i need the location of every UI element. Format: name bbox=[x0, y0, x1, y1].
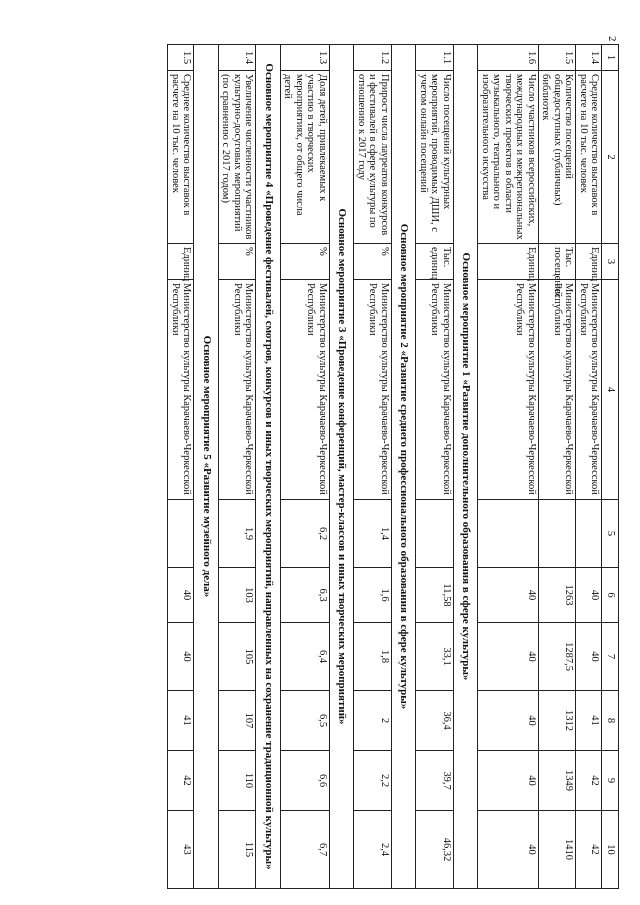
table-cell: 1410 bbox=[539, 811, 577, 889]
table-row bbox=[354, 45, 392, 889]
table-cell: 1,4 bbox=[354, 500, 392, 568]
table-cell: 1349 bbox=[539, 751, 577, 811]
column-number: 1 bbox=[602, 45, 619, 71]
section-heading: Основное мероприятие 5 «Развитие музейного дела» bbox=[194, 45, 219, 889]
section-heading-row bbox=[194, 45, 219, 889]
table-row bbox=[416, 45, 454, 889]
column-number: 10 bbox=[602, 811, 619, 889]
column-number: 4 bbox=[602, 280, 619, 500]
table-cell: Единиц bbox=[576, 244, 602, 280]
table-cell: Тыс. посещений bbox=[539, 244, 577, 280]
table-row bbox=[219, 45, 257, 889]
table-cell: 41 bbox=[168, 691, 194, 751]
table-cell: 1263 bbox=[539, 568, 577, 623]
table-cell: 107 bbox=[219, 691, 257, 751]
table-cell: 1.5 bbox=[168, 45, 194, 71]
table-cell: 6,2 bbox=[281, 500, 330, 568]
column-number: 5 bbox=[602, 500, 619, 568]
table-cell: 2,4 bbox=[354, 811, 392, 889]
section-heading-row bbox=[256, 45, 281, 889]
indicators-table bbox=[168, 44, 620, 889]
table-cell bbox=[416, 500, 454, 568]
table-cell: Среднее количество выставок в расчете на 10 тыс. человек bbox=[576, 71, 602, 244]
section-heading: Основное мероприятие 1 «Развитие дополнительного образования в сфере культуры» bbox=[454, 45, 479, 889]
section-heading-row bbox=[454, 45, 479, 889]
table-cell: 6,6 bbox=[281, 751, 330, 811]
table-cell: 40 bbox=[478, 751, 539, 811]
table-cell: Министерство культуры Карачаево-Черкесской Республики bbox=[219, 280, 257, 500]
table-cell: 115 bbox=[219, 811, 257, 889]
table-cell bbox=[576, 500, 602, 568]
table-cell: 1.1 bbox=[416, 45, 454, 71]
table-row bbox=[281, 45, 330, 889]
table-cell: 6,7 bbox=[281, 811, 330, 889]
column-number: 6 bbox=[602, 568, 619, 623]
table-cell: 105 bbox=[219, 623, 257, 691]
table-cell: Единиц bbox=[168, 244, 194, 280]
table-cell: 103 bbox=[219, 568, 257, 623]
table-cell: Увеличение численности участников культурно-досуговых мероприятий (по сравнению с 2017 годом) bbox=[219, 71, 257, 244]
table-cell: 40 bbox=[168, 568, 194, 623]
table-cell: 1,8 bbox=[354, 623, 392, 691]
table-cell: 40 bbox=[478, 811, 539, 889]
table-cell: Прирост числа лауреатов конкурсов и фестивалей в сфере культуры по отношению к 2017 году bbox=[354, 71, 392, 244]
table-cell: 40 bbox=[478, 691, 539, 751]
table-cell: 1,9 bbox=[219, 500, 257, 568]
document-sheet bbox=[58, 44, 619, 888]
table-cell bbox=[539, 500, 577, 568]
page-number: 2 bbox=[606, 36, 618, 42]
table-cell: 42 bbox=[168, 751, 194, 811]
table-cell: Министерство культуры Карачаево-Черкесской Республики bbox=[539, 280, 577, 500]
column-number: 2 bbox=[602, 71, 619, 244]
table-cell: 40 bbox=[576, 568, 602, 623]
table-cell: % bbox=[354, 244, 392, 280]
table-cell: % bbox=[281, 244, 330, 280]
table-cell: 1.4 bbox=[576, 45, 602, 71]
table-cell: 42 bbox=[576, 751, 602, 811]
table-cell: Министерство культуры Карачаево-Черкесской Республики bbox=[478, 280, 539, 500]
table-row bbox=[539, 45, 577, 889]
table-cell: 42 bbox=[576, 811, 602, 889]
table-cell: 40 bbox=[168, 623, 194, 691]
table-cell: 1.2 bbox=[354, 45, 392, 71]
table-cell: Количество посещений общедоступных (публичных) библиотек bbox=[539, 71, 577, 244]
table-cell: 1.3 bbox=[281, 45, 330, 71]
section-heading: Основное мероприятие 3 «Проведение конференций, мастер-классов и иных творческих мероприятий» bbox=[330, 45, 355, 889]
table-cell: % bbox=[219, 244, 257, 280]
section-heading: Основное мероприятие 2 «Развитие среднего профессионального образования в сфере культуры» bbox=[392, 45, 417, 889]
section-heading: Основное мероприятие 4 «Проведение фестивалей, смотров, конкурсов и иных творческих мероприятий, направленных на сохранение традиционной культуры» bbox=[256, 45, 281, 889]
table-cell: 1.5 bbox=[539, 45, 577, 71]
table-cell: Среднее количество выставок в расчете на 10 тыс. человек bbox=[168, 71, 194, 244]
table-cell: Тыс. единиц bbox=[416, 244, 454, 280]
table-cell: 11,58 bbox=[416, 568, 454, 623]
table-cell: 33,1 bbox=[416, 623, 454, 691]
section-heading-row bbox=[330, 45, 355, 889]
table-cell: Министерство культуры Карачаево-Черкесской Республики bbox=[168, 280, 194, 500]
table-cell: Министерство культуры Карачаево-Черкесской Республики bbox=[354, 280, 392, 500]
table-cell: 40 bbox=[478, 623, 539, 691]
table-cell: 6,3 bbox=[281, 568, 330, 623]
column-number: 8 bbox=[602, 691, 619, 751]
table-cell bbox=[168, 500, 194, 568]
table-cell: Число участников всероссийских, международных и межрегиональных творческих проектов в области музыкального, театрального и изобразительного искусства bbox=[478, 71, 539, 244]
table-cell: 2,2 bbox=[354, 751, 392, 811]
table-cell: 41 bbox=[576, 691, 602, 751]
table-cell: 40 bbox=[478, 568, 539, 623]
table-cell: 1,6 bbox=[354, 568, 392, 623]
table-cell: Единиц bbox=[478, 244, 539, 280]
table-cell: 36,4 bbox=[416, 691, 454, 751]
column-number: 9 bbox=[602, 751, 619, 811]
table-cell: 1.6 bbox=[478, 45, 539, 71]
table-cell: Доля детей, привлекаемых к участию в творческих мероприятиях, от общего числа детей bbox=[281, 71, 330, 244]
table-body bbox=[168, 45, 602, 889]
table-cell: 2 bbox=[354, 691, 392, 751]
table-cell: Министерство культуры Карачаево-Черкесской Республики bbox=[576, 280, 602, 500]
column-number-row bbox=[602, 45, 619, 889]
table-row bbox=[478, 45, 539, 889]
column-number: 7 bbox=[602, 623, 619, 691]
table-cell: 40 bbox=[576, 623, 602, 691]
table-cell: Министерство культуры Карачаево-Черкесской Республики bbox=[281, 280, 330, 500]
table-cell: Министерство культуры Карачаево-Черкесской Республики bbox=[416, 280, 454, 500]
table-cell: 1287,5 bbox=[539, 623, 577, 691]
table-cell: 6,5 bbox=[281, 691, 330, 751]
table-cell: 1.4 bbox=[219, 45, 257, 71]
table-cell: 110 bbox=[219, 751, 257, 811]
table-cell bbox=[478, 500, 539, 568]
column-number: 3 bbox=[602, 244, 619, 280]
table-cell: Число посещений культурных мероприятий, проводимых ДШИ, с учетом онлайн посещений bbox=[416, 71, 454, 244]
table-cell: 1312 bbox=[539, 691, 577, 751]
table-cell: 39,7 bbox=[416, 751, 454, 811]
table-row bbox=[168, 45, 194, 889]
table-row bbox=[576, 45, 602, 889]
section-heading-row bbox=[392, 45, 417, 889]
table-cell: 46,32 bbox=[416, 811, 454, 889]
table-cell: 43 bbox=[168, 811, 194, 889]
table-cell: 6,4 bbox=[281, 623, 330, 691]
